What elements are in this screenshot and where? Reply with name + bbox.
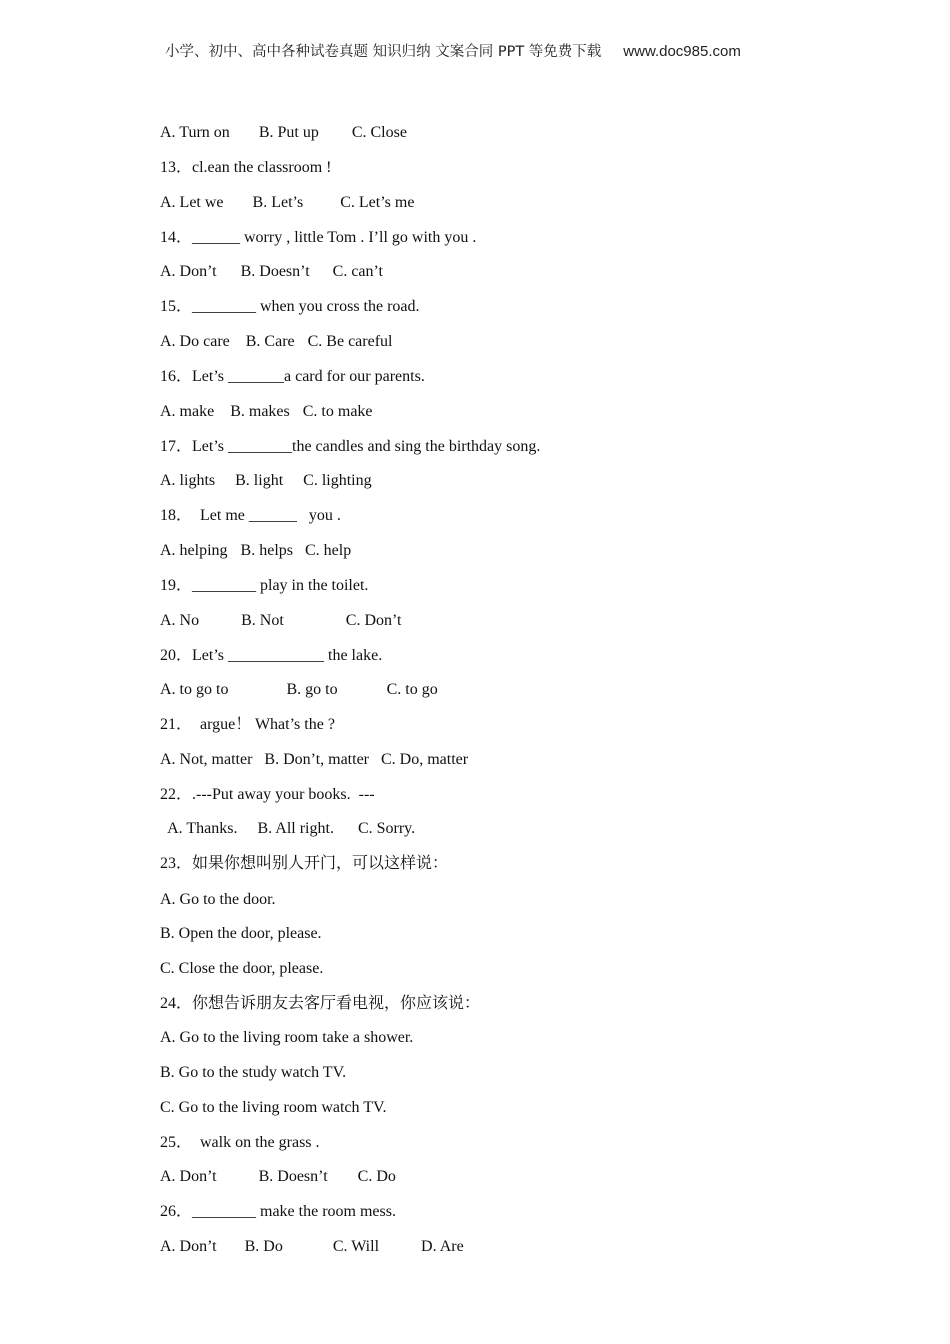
answer-option: C. Be careful bbox=[307, 333, 393, 350]
answer-option: B. All right. bbox=[257, 820, 334, 837]
answer-option: A. to go to bbox=[160, 681, 229, 698]
line-text: 20．Let’s ____________ the lake. bbox=[160, 647, 383, 664]
answer-option: A. Not, matter bbox=[160, 751, 253, 768]
line-text: 25． walk on the grass . bbox=[160, 1134, 320, 1151]
answer-option: D. Are bbox=[421, 1238, 464, 1255]
answer-option: C. Do bbox=[357, 1168, 396, 1185]
line-text: 13．cl.ean the classroom ! bbox=[160, 159, 332, 176]
line-text: 21． argue！ What’s the ? bbox=[160, 716, 335, 733]
line-text: C. Go to the living room watch TV. bbox=[160, 1099, 387, 1116]
question-line bbox=[160, 1028, 413, 1048]
question-line bbox=[160, 1202, 396, 1222]
answer-option: C. lighting bbox=[303, 472, 372, 489]
line-text: 26．________ make the room mess. bbox=[160, 1203, 396, 1220]
answer-option: B. Don’t, matter bbox=[264, 751, 369, 768]
question-line bbox=[160, 1063, 346, 1083]
question-line bbox=[160, 1133, 320, 1153]
answer-options bbox=[160, 402, 373, 422]
answer-options bbox=[160, 332, 392, 352]
answer-options bbox=[160, 541, 351, 561]
question-line bbox=[160, 924, 322, 944]
answer-option: B. go to bbox=[286, 681, 338, 698]
line-text: 14．______ worry , little Tom . I’ll go with you . bbox=[160, 229, 477, 246]
header-text: 小学、初中、高中各种试卷真题 知识归纳 文案合同 PPT 等免费下载 bbox=[165, 44, 602, 60]
line-text: B. Open the door, please. bbox=[160, 925, 322, 942]
answer-option: B. Doesn’t bbox=[240, 263, 310, 280]
answer-options bbox=[160, 750, 468, 770]
answer-option: C. Close bbox=[351, 124, 407, 141]
answer-options bbox=[160, 611, 402, 631]
header-url: www.doc985.com bbox=[623, 43, 741, 60]
answer-option: A. Don’t bbox=[160, 263, 217, 280]
question-line bbox=[160, 367, 425, 387]
line-text: B. Go to the study watch TV. bbox=[160, 1064, 347, 1081]
answer-options bbox=[160, 680, 438, 700]
answer-options bbox=[160, 193, 414, 213]
line-text: A. Go to the living room take a shower. bbox=[160, 1029, 414, 1046]
line-text: 24．你想告诉朋友去客厅看电视，你应该说： bbox=[160, 995, 481, 1012]
answer-option: A. Don’t bbox=[160, 1168, 217, 1185]
answer-options bbox=[160, 471, 372, 491]
answer-option: C. help bbox=[305, 542, 352, 559]
answer-options bbox=[160, 1167, 396, 1187]
answer-option: B. Let’s bbox=[252, 194, 304, 211]
answer-option: C. Do, matter bbox=[381, 751, 469, 768]
answer-option: B. Care bbox=[245, 333, 295, 350]
line-text: 18． Let me ______ you . bbox=[160, 507, 341, 524]
line-text: 23．如果你想叫别人开门，可以这样说： bbox=[160, 855, 449, 872]
answer-option: B. helps bbox=[240, 542, 293, 559]
question-line bbox=[160, 297, 420, 317]
answer-options bbox=[160, 819, 415, 839]
line-text: 16．Let’s _______a card for our parents. bbox=[160, 368, 425, 385]
question-line bbox=[160, 785, 375, 805]
question-line bbox=[160, 576, 368, 596]
line-text: C. Close the door, please. bbox=[160, 960, 324, 977]
answer-option: C. to make bbox=[302, 403, 373, 420]
answer-option: A. Let we bbox=[160, 194, 224, 211]
question-line bbox=[160, 437, 540, 457]
answer-option: B. makes bbox=[230, 403, 290, 420]
answer-option: A. helping bbox=[160, 542, 228, 559]
question-line bbox=[160, 158, 332, 178]
answer-option: A. lights bbox=[160, 472, 216, 489]
answer-option: B. Not bbox=[241, 612, 284, 629]
question-line bbox=[160, 715, 335, 735]
question-line bbox=[160, 854, 448, 874]
question-line bbox=[160, 506, 341, 526]
question-line bbox=[160, 959, 323, 979]
answer-option: A. No bbox=[160, 612, 200, 629]
answer-option: C. can’t bbox=[332, 263, 383, 280]
line-text: 17．Let’s ________the candles and sing the birthday song. bbox=[160, 438, 541, 455]
question-line bbox=[160, 228, 476, 248]
answer-option: B. light bbox=[235, 472, 284, 489]
answer-option: A. make bbox=[160, 403, 215, 420]
answer-option: B. Doesn’t bbox=[258, 1168, 328, 1185]
answer-options bbox=[160, 123, 407, 143]
answer-option: B. Do bbox=[244, 1238, 283, 1255]
answer-options bbox=[160, 1237, 464, 1257]
answer-option: A. Turn on bbox=[160, 124, 230, 141]
answer-option: A. Do care bbox=[160, 333, 230, 350]
line-text: A. Go to the door. bbox=[160, 891, 276, 908]
answer-option: C. Don’t bbox=[345, 612, 402, 629]
answer-option: C. Will bbox=[332, 1238, 380, 1255]
answer-option: A. Thanks. bbox=[160, 820, 238, 837]
page-header bbox=[165, 40, 741, 61]
line-text: 15．________ when you cross the road. bbox=[160, 298, 420, 315]
line-text: 22．.---Put away your books. --- bbox=[160, 786, 375, 803]
question-line bbox=[160, 994, 480, 1014]
question-line bbox=[160, 1098, 387, 1118]
answer-option: C. to go bbox=[386, 681, 438, 698]
answer-option: C. Let’s me bbox=[340, 194, 415, 211]
answer-options bbox=[160, 262, 383, 282]
question-line bbox=[160, 646, 382, 666]
question-line bbox=[160, 890, 276, 910]
line-text: 19．________ play in the toilet. bbox=[160, 577, 369, 594]
answer-option: B. Put up bbox=[258, 124, 319, 141]
answer-option: C. Sorry. bbox=[357, 820, 416, 837]
answer-option: A. Don’t bbox=[160, 1238, 217, 1255]
